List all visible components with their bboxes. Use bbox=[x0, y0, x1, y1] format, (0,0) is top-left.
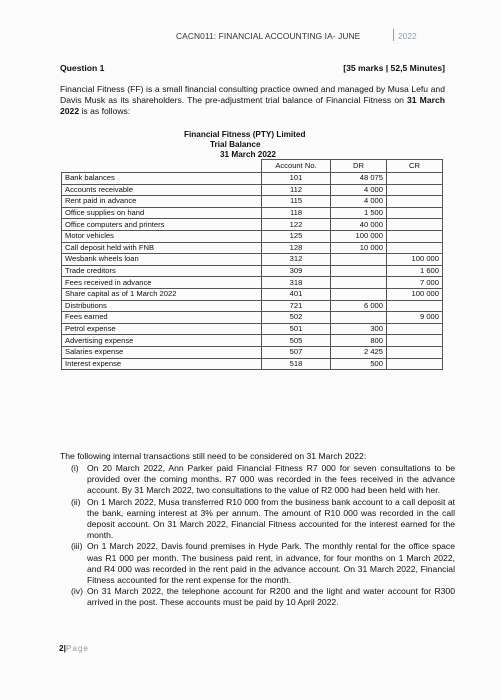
credit-cell: 100 000 bbox=[387, 288, 443, 300]
question-marks: [35 marks | 52,5 Minutes] bbox=[343, 63, 445, 73]
credit-cell bbox=[387, 184, 443, 196]
account-name-cell: Office supplies on hand bbox=[62, 207, 262, 219]
account-number-cell: 115 bbox=[262, 196, 331, 208]
account-number-cell: 101 bbox=[262, 173, 331, 185]
table-row bbox=[62, 288, 443, 300]
debit-cell: 40 000 bbox=[331, 219, 387, 231]
debit-cell: 500 bbox=[331, 358, 387, 370]
account-name-cell: Interest expense bbox=[62, 358, 262, 370]
transaction-item bbox=[60, 497, 455, 542]
question-label: Question 1 bbox=[60, 63, 105, 73]
debit-cell: 2 425 bbox=[331, 346, 387, 358]
intro-text-2: is as follows: bbox=[79, 106, 131, 117]
account-name-cell: Salaries expense bbox=[62, 346, 262, 358]
account-number-cell: 505 bbox=[262, 335, 331, 347]
credit-cell: 7 000 bbox=[387, 277, 443, 289]
account-number-cell: 122 bbox=[262, 219, 331, 231]
intro-text-1: Financial Fitness (FF) is a small financial consulting practice owned and managed by Musa Lefu and Davis Musk as its shareholders. The pre-adjustment trial balance of Financial Fitness on bbox=[60, 84, 445, 106]
credit-cell bbox=[387, 346, 443, 358]
header-title: CACN011: FINANCIAL ACCOUNTING IA- JUNE bbox=[176, 31, 361, 41]
trial-balance-table bbox=[61, 159, 443, 370]
table-row bbox=[62, 335, 443, 347]
transaction-label: (ii) bbox=[71, 496, 81, 507]
transaction-item bbox=[60, 586, 455, 608]
account-number-cell: 112 bbox=[262, 184, 331, 196]
debit-cell: 10 000 bbox=[331, 242, 387, 254]
table-row bbox=[62, 196, 443, 208]
account-name-cell: Office computers and printers bbox=[62, 219, 262, 231]
debit-cell: 1 500 bbox=[331, 207, 387, 219]
account-number-cell: 318 bbox=[262, 277, 331, 289]
table-row bbox=[62, 173, 443, 185]
account-number-cell: 118 bbox=[262, 207, 331, 219]
credit-cell bbox=[387, 219, 443, 231]
account-number-cell: 125 bbox=[262, 230, 331, 242]
debit-cell: 4 000 bbox=[331, 196, 387, 208]
debit-cell bbox=[331, 265, 387, 277]
table-row bbox=[62, 207, 443, 219]
credit-cell: 9 000 bbox=[387, 312, 443, 324]
credit-cell bbox=[387, 323, 443, 335]
credit-cell bbox=[387, 242, 443, 254]
tb-title: Trial Balance bbox=[210, 140, 261, 149]
transaction-label: (i) bbox=[71, 463, 79, 473]
account-number-cell: 501 bbox=[262, 323, 331, 335]
account-number-cell: 128 bbox=[262, 242, 331, 254]
tb-date: 31 March 2022 bbox=[220, 150, 276, 159]
debit-cell bbox=[331, 254, 387, 266]
transactions-intro: The following internal transactions still need to be considered on 31 March 2022: bbox=[60, 451, 367, 461]
account-number-cell: 507 bbox=[262, 346, 331, 358]
account-number-cell: 518 bbox=[262, 358, 331, 370]
table-row bbox=[62, 312, 443, 324]
page-word: Page bbox=[65, 644, 89, 653]
account-name-cell: Share capital as of 1 March 2022 bbox=[62, 288, 262, 300]
account-name-cell: Fees received in advance bbox=[62, 277, 262, 289]
debit-cell: 800 bbox=[331, 335, 387, 347]
account-number-cell: 502 bbox=[262, 312, 331, 324]
transaction-item bbox=[60, 463, 455, 497]
account-name-cell: Rent paid in advance bbox=[62, 196, 262, 208]
table-row bbox=[62, 242, 443, 254]
account-name-cell: Wesbank wheels loan bbox=[62, 254, 262, 266]
account-number-cell: 721 bbox=[262, 300, 331, 312]
account-number-cell: 312 bbox=[262, 254, 331, 266]
header-year: 2022 bbox=[398, 31, 417, 41]
column-header-dr: DR bbox=[331, 160, 387, 173]
table-row bbox=[62, 219, 443, 231]
debit-cell bbox=[331, 277, 387, 289]
account-number-cell: 401 bbox=[262, 288, 331, 300]
table-row bbox=[62, 277, 443, 289]
account-name-cell: Accounts receivable bbox=[62, 184, 262, 196]
account-name-cell: Distributions bbox=[62, 300, 262, 312]
transaction-label: (iii) bbox=[71, 541, 83, 552]
table-header-row bbox=[62, 160, 443, 173]
credit-cell bbox=[387, 196, 443, 208]
debit-cell: 4 000 bbox=[331, 184, 387, 196]
table-row bbox=[62, 300, 443, 312]
debit-cell: 100 000 bbox=[331, 230, 387, 242]
question-intro bbox=[60, 84, 445, 118]
account-name-cell: Bank balances bbox=[62, 173, 262, 185]
page-number: 2 bbox=[59, 644, 64, 653]
debit-cell: 6 000 bbox=[331, 300, 387, 312]
transaction-text: On 1 March 2022, Musa transferred R10 000 from the business bank account to a call deposit at the bank, earning interest at 3% per annum. The amount of R10 000 was recorded in the call deposit account. On 31 March 2022, Financial Fitness accounted for the interest earned for the month. bbox=[87, 496, 455, 541]
credit-cell: 1 600 bbox=[387, 265, 443, 277]
transaction-item bbox=[60, 541, 455, 586]
table-row bbox=[62, 323, 443, 335]
table-row bbox=[62, 265, 443, 277]
account-name-cell: Petrol expense bbox=[62, 323, 262, 335]
account-name-cell: Call deposit held with FNB bbox=[62, 242, 262, 254]
table-header-blank bbox=[62, 160, 262, 173]
table-row bbox=[62, 254, 443, 266]
table-row bbox=[62, 230, 443, 242]
debit-cell: 300 bbox=[331, 323, 387, 335]
credit-cell bbox=[387, 335, 443, 347]
credit-cell bbox=[387, 358, 443, 370]
tb-company: Financial Fitness (PTY) Limited bbox=[184, 130, 306, 139]
debit-cell: 48 075 bbox=[331, 173, 387, 185]
question-heading bbox=[60, 63, 445, 73]
account-name-cell: Fees earned bbox=[62, 312, 262, 324]
page-separator: | bbox=[63, 644, 66, 653]
intro-date: 31 March 2022 bbox=[60, 95, 445, 117]
credit-cell bbox=[387, 230, 443, 242]
debit-cell bbox=[331, 288, 387, 300]
transaction-label: (iv) bbox=[71, 586, 83, 597]
account-number-cell: 309 bbox=[262, 265, 331, 277]
account-name-cell: Trade creditors bbox=[62, 265, 262, 277]
table-row bbox=[62, 346, 443, 358]
transaction-text: On 31 March 2022, the telephone account for R200 and the light and water account for R300 arrived in the post. These accounts must be paid by 10 April 2022. bbox=[87, 586, 455, 608]
transaction-text: On 1 March 2022, Davis found premises in Hyde Park. The monthly rental for the office space was R1 000 per month. The business paid rent, in advance, for four months on 1 March 2022, and R4 000 was recorded in the rent paid in the advance account. On 31 March 2022, Financial Fitness accounted for the rent expense for the month. bbox=[87, 541, 455, 586]
debit-cell bbox=[331, 312, 387, 324]
credit-cell: 100 000 bbox=[387, 254, 443, 266]
column-header-account-no: Account No. bbox=[262, 160, 331, 173]
column-header-cr: CR bbox=[387, 160, 443, 173]
credit-cell bbox=[387, 300, 443, 312]
page-footer bbox=[59, 644, 89, 653]
credit-cell bbox=[387, 173, 443, 185]
table-row bbox=[62, 358, 443, 370]
table-row bbox=[62, 184, 443, 196]
header-divider bbox=[393, 29, 394, 41]
credit-cell bbox=[387, 207, 443, 219]
account-name-cell: Advertising expense bbox=[62, 335, 262, 347]
transaction-text: On 20 March 2022, Ann Parker paid Financial Fitness R7 000 for seven consultations to be provided over the coming months. R7 000 was recorded in the fees received in the advance account. By 31 March 2022, two consultations to the value of R2 000 had been held with her. bbox=[87, 463, 455, 496]
transactions-list bbox=[60, 463, 455, 609]
account-name-cell: Motor vehicles bbox=[62, 230, 262, 242]
